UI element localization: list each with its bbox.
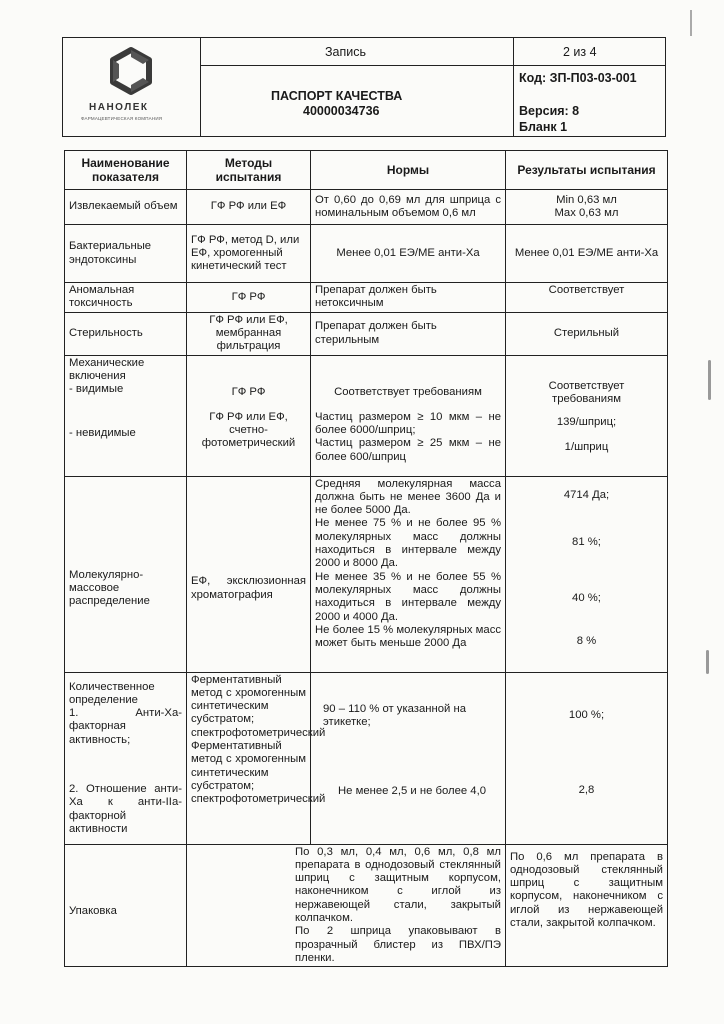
quant-method-2: Ферментативный метод с хромогенным синтетическим субстратом; спектрофотометрический [191, 740, 326, 806]
quant-norm-2: Не менее 2,5 и не более 4,0 [337, 785, 487, 798]
indicator-cell: Бактериальные эндотоксины [65, 225, 187, 283]
norm-mw-1: Средняя молекулярная масса должна быть не менее 3600 Да и не более 5000 Да. [315, 477, 501, 517]
norm-cell: Препарат должен быть стерильным [311, 312, 506, 355]
indicator-cell [65, 355, 187, 476]
norm-mw-3: Не менее 35 % и не более 55 % молекулярных масс должны находиться в интервале между 2000 и 4000 Да. [315, 570, 501, 623]
quality-table [64, 150, 668, 967]
result-cell: Стерильный [506, 312, 668, 355]
result-cell: Соответствует [506, 283, 668, 313]
indicator-cell: Упаковка [65, 844, 187, 967]
result-max: Max 0,63 мл [554, 207, 619, 219]
norm-cell [187, 844, 506, 967]
norm-cell: Менее 0,01 ЕЭ/МЕ анти-Ха [311, 225, 506, 283]
method-cell [187, 355, 311, 476]
method-cell: ЕФ, эксклюзионная хроматография [187, 476, 311, 672]
result-cell [506, 672, 668, 844]
norm-cell: От 0,60 до 0,69 мл для шприца с номинальным объемом 0,6 мл [311, 190, 506, 225]
method-cell: ГФ РФ или ЕФ, мембранная фильтрация [187, 312, 311, 355]
table-row [65, 312, 668, 355]
norm-cell [311, 355, 506, 476]
indicator-cell: Молекулярно-массовое распределение [65, 476, 187, 672]
scan-mark [708, 360, 711, 400]
norm-mw-2: Не менее 75 % и не более 95 % молекулярных масс должны находиться в интервале между 2000 и 8000 Да. [315, 517, 501, 570]
method-invisible: ГФ РФ или ЕФ, счетно-фотометрический [201, 410, 296, 450]
result-cell [506, 355, 668, 476]
method-cell: ГФ РФ или ЕФ [187, 190, 311, 225]
record-label: Запись [325, 45, 367, 59]
quant-result-1: 100 %; [568, 708, 605, 721]
company-logo [67, 44, 195, 132]
nanolek-logo-icon [103, 44, 159, 100]
result-mw-3: 40 %; [572, 592, 601, 605]
quant-result-2: 2,8 [578, 783, 595, 796]
result-invisible-2: 1/шприц [564, 441, 609, 454]
document-code: Код: ЗП-П03-03-001 [519, 71, 637, 85]
result-mw-1: 4714 Да; [563, 488, 610, 501]
logo-subtitle: ФАРМАЦЕВТИЧЕСКАЯ КОМПАНИЯ [81, 116, 163, 121]
result-cell: Менее 0,01 ЕЭ/МЕ анти-Ха [506, 225, 668, 283]
mechanical-title: Механические включения [69, 356, 145, 382]
header-results: Результаты испытания [506, 151, 668, 190]
table-row [65, 225, 668, 283]
page-number: 2 из 4 [563, 45, 597, 59]
result-visible: Соответствует требованиям [548, 379, 625, 405]
mechanical-invisible-label: - невидимые [69, 427, 136, 440]
norm-invisible-2: Частиц размером ≥ 25 мкм – не более 600/шприц [315, 437, 501, 463]
method-cell: ГФ РФ, метод D, или ЕФ, хромогенный кинетический тест [187, 225, 311, 283]
result-invisible-1: 139/шприц; [556, 416, 617, 429]
table-row [65, 476, 668, 672]
quant-title: Количественное определение [69, 680, 155, 706]
document-title: ПАСПОРТ КАЧЕСТВА [271, 89, 403, 103]
indicator-cell: Извлекаемый объем [65, 190, 187, 225]
quant-method-1: Ферментативный метод с хромогенным синтетическим субстратом; спектрофотометрический [191, 673, 326, 739]
header-indicator: Наименование показателя [65, 151, 187, 190]
norm-visible: Соответствует требованиям [334, 385, 482, 398]
norm-cell [311, 476, 506, 672]
norm-invisible-1: Частиц размером ≥ 10 мкм – не более 6000/шприц; [315, 410, 501, 437]
table-row [65, 844, 668, 967]
method-visible: ГФ РФ [231, 385, 266, 398]
logo-name: НАНОЛЕК [89, 102, 149, 113]
result-cell [506, 476, 668, 672]
table-row [65, 355, 668, 476]
mechanical-visible-label: - видимые [69, 383, 124, 396]
table-row [65, 190, 668, 225]
document-number: 40000034736 [303, 104, 380, 118]
header-methods: Методы испытания [187, 151, 311, 190]
norm-cell: Препарат должен быть нетоксичным [311, 283, 506, 313]
table-row [65, 672, 668, 844]
norm-cell [311, 672, 506, 844]
packaging-norm-1: По 0,3 мл, 0,4 мл, 0,6 мл, 0,8 мл препарата в однодозовый стеклянный шприц с защитным корпусом, наконечником с иглой из нержавеющей стали, закрытый колпачком. [295, 845, 501, 925]
method-cell: ГФ РФ [187, 283, 311, 313]
quant-name-2: 2. Отношение анти-Ха к анти-IIа-факторной активности [69, 783, 182, 835]
document-version: Версия: 8 [519, 104, 580, 118]
packaging-norm-2: По 2 шприца упаковывают в прозрачный блистер из ПВХ/ПЭ пленки. [295, 925, 501, 964]
scan-mark [690, 10, 692, 36]
result-mw-4: 8 % [576, 635, 597, 648]
scan-mark [706, 650, 709, 674]
method-cell [187, 672, 326, 844]
indicator-cell: Аномальная токсичность [65, 283, 187, 313]
result-mw-2: 81 %; [572, 535, 601, 548]
result-cell: По 0,6 мл препарата в однодозовый стеклянный шприц с защитным корпусом, наконечником с иглой из нержавеющей стали, закрытой колпачком. [506, 844, 668, 967]
header-norms: Нормы [311, 151, 506, 190]
result-cell [506, 190, 668, 225]
norm-mw-4: Не более 15 % молекулярных масс может быть меньше 2000 Да [315, 623, 501, 650]
indicator-cell: Стерильность [65, 312, 187, 355]
document-blank: Бланк 1 [519, 120, 568, 134]
indicator-cell [65, 672, 187, 844]
document-header [62, 37, 666, 137]
quant-norm-1: 90 – 110 % от указанной на этикетке; [323, 702, 466, 728]
table-header-row [65, 151, 668, 190]
quant-name-1: 1. Анти-Ха-факторная активность; [69, 707, 182, 746]
table-row [65, 283, 668, 313]
result-min: Min 0,63 мл [556, 193, 617, 206]
